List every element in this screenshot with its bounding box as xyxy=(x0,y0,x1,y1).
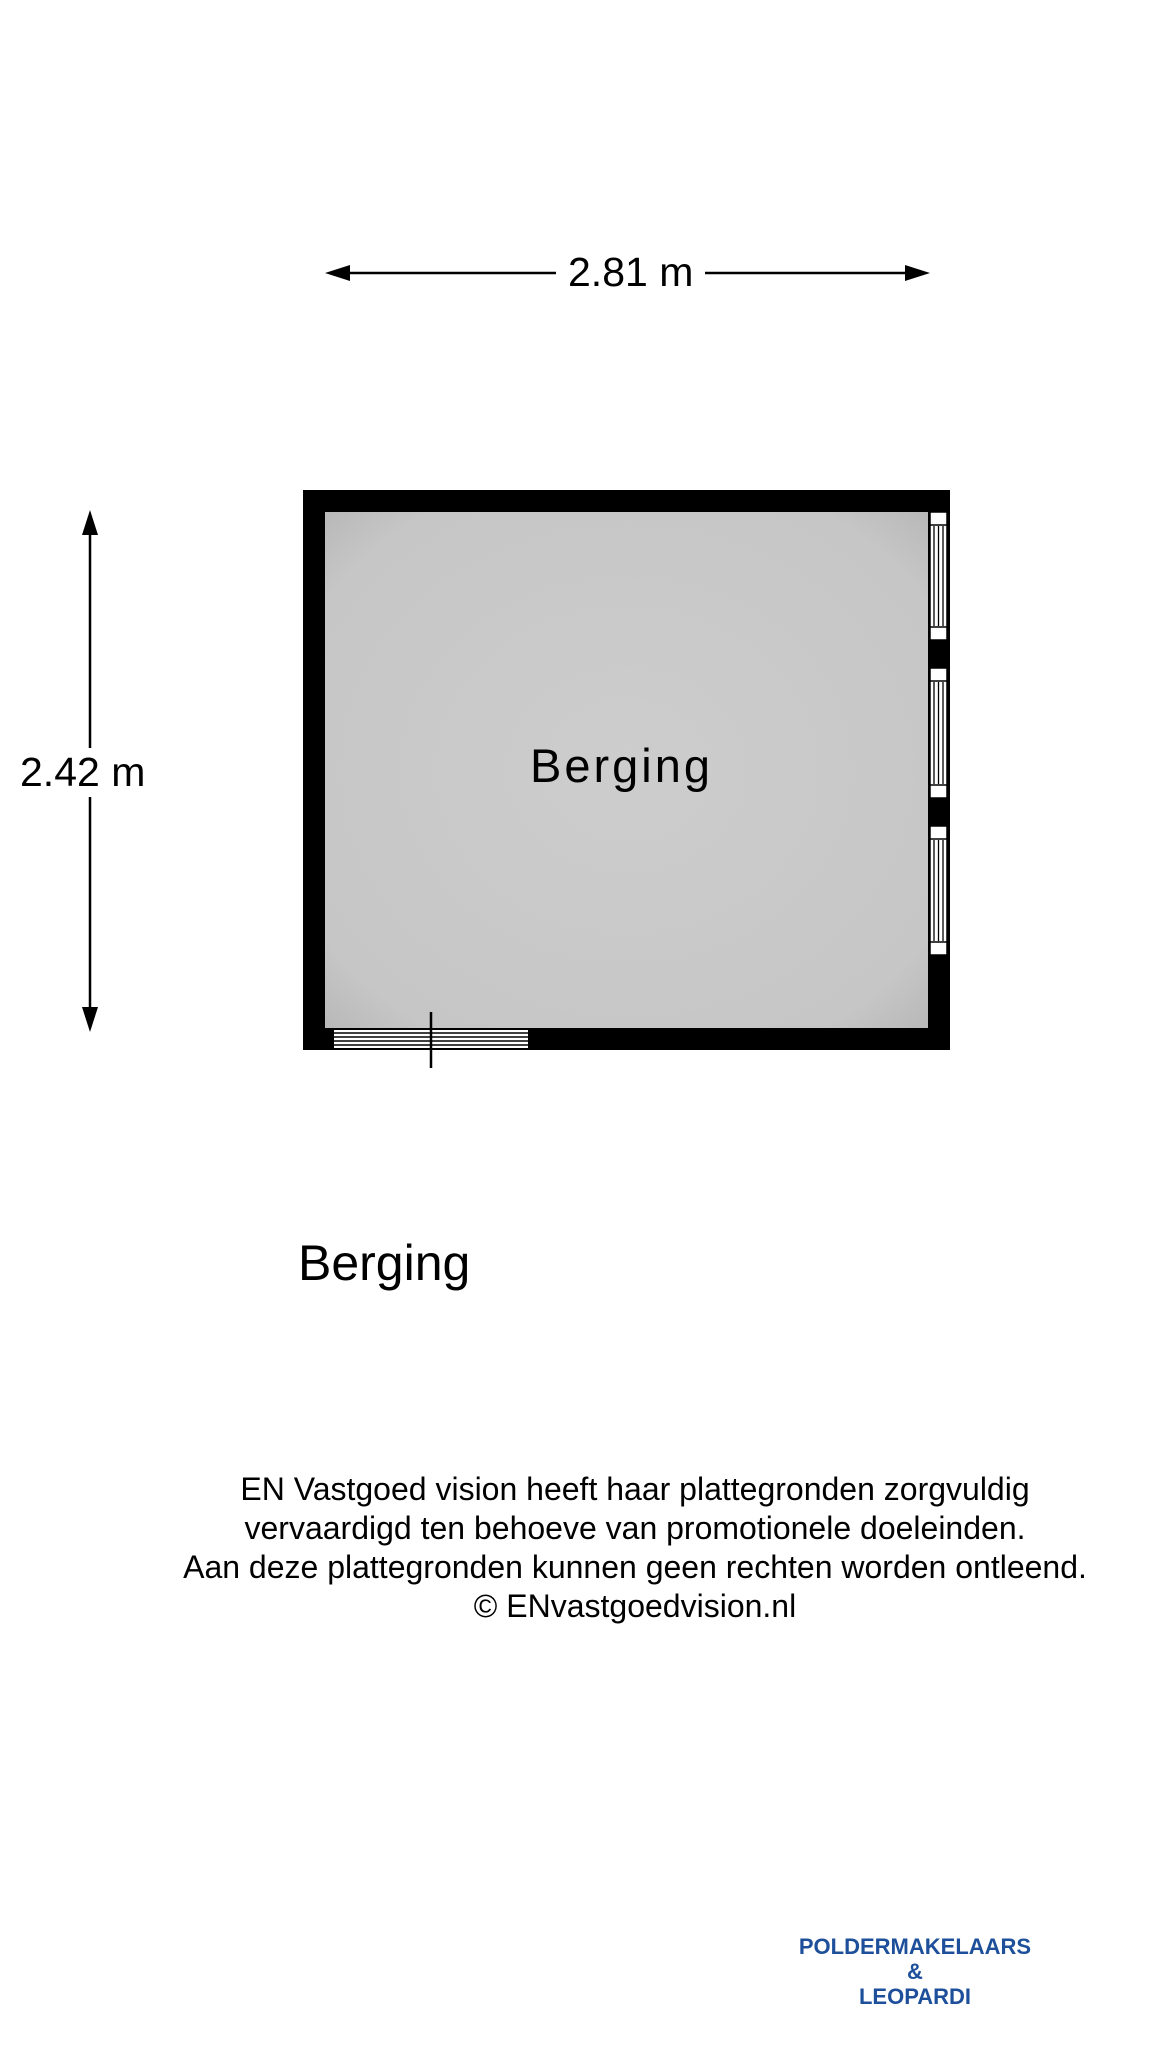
logo-line-3: LEOPARDI xyxy=(858,1984,972,2009)
copyright-line: © ENvastgoedvision.nl xyxy=(473,1588,797,1624)
disclaimer-line: vervaardigd ten behoeve van promotionele doeleinden. xyxy=(244,1510,1026,1546)
disclaimer-line: EN Vastgoed vision heeft haar plattegronden zorgvuldig xyxy=(240,1471,1030,1507)
disclaimer-text xyxy=(60,1470,1152,1626)
window-pane xyxy=(930,826,947,955)
arrowhead-right-icon xyxy=(905,265,930,281)
agency-logo-text xyxy=(785,1934,1045,2009)
width-dimension-label: 2.81 m xyxy=(556,252,705,293)
right-wall-windows xyxy=(930,512,947,955)
window-pane xyxy=(930,512,947,640)
logo-line-2: & xyxy=(907,1959,923,1984)
logo-line-1: POLDERMAKELAARS xyxy=(798,1934,1032,1959)
arrowhead-up-icon xyxy=(82,510,98,535)
window-pane xyxy=(930,668,947,798)
room-label: Berging xyxy=(530,739,713,792)
arrowhead-left-icon xyxy=(325,265,350,281)
disclaimer-line: Aan deze plattegronden kunnen geen rechten worden ontleend. xyxy=(183,1549,1087,1585)
floor-title: Berging xyxy=(298,1235,471,1291)
arrowhead-down-icon xyxy=(82,1007,98,1032)
height-dimension-label: 2.42 m xyxy=(20,749,146,795)
